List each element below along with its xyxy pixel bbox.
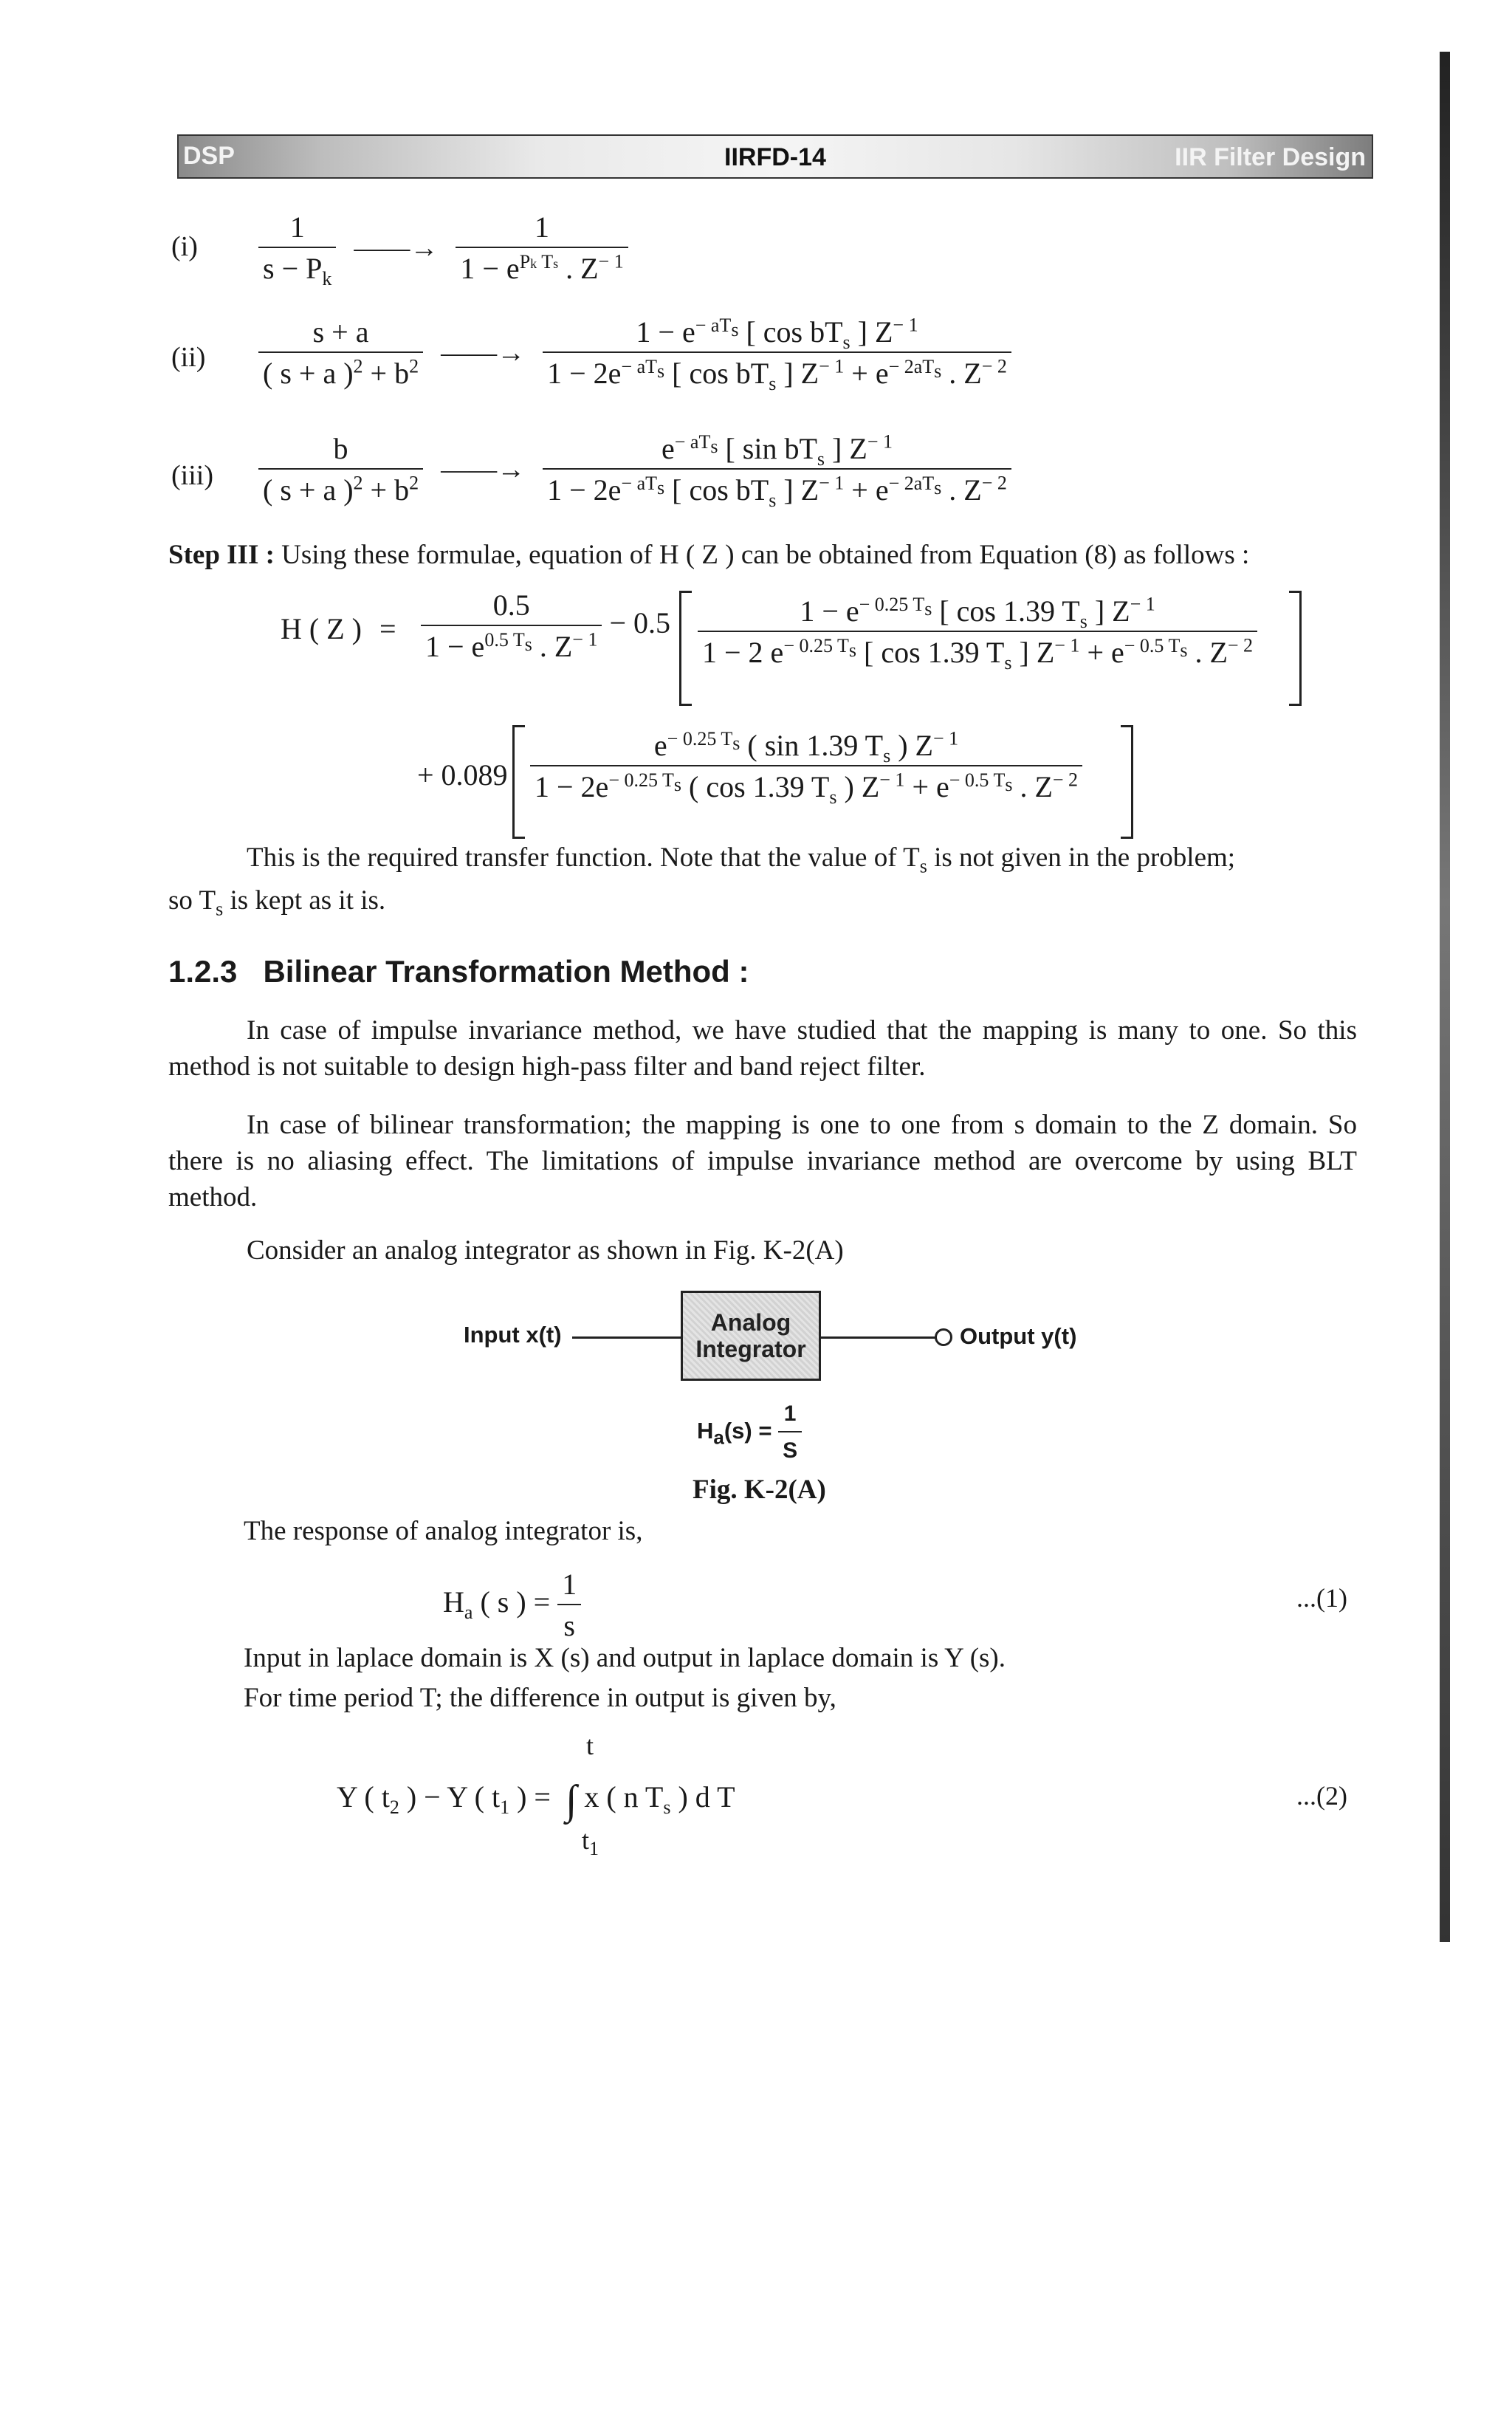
page-header — [177, 134, 1373, 179]
formula-iii-label: (iii) — [171, 460, 213, 491]
header-right: IIR Filter Design — [1175, 143, 1366, 171]
bracket-left-1 — [679, 591, 692, 706]
integral-lower-limit: $t_1$ — [582, 1825, 599, 1860]
page-edge-shadow — [1440, 52, 1450, 1942]
paragraph-transfer-function: This is the required transfer function. Note that the value of $T_s$ is not given in the problem; — [247, 843, 1236, 877]
figure-integrator-box: Analog Integrator — [681, 1291, 821, 1381]
formula-ii: $\frac{s + a}{( s + a )^2 + b^2}$ ——→ $\frac{1 - e^{- aT_s} [ \cos bT_s ] Z^{- 1}}{1 - 2e^{- aT_s} [ \cos bT_s ] Z^{- 1} + e^{- 2aT_s} . Z^{- 2}}$ — [258, 318, 1011, 388]
figure-caption: Fig. K-2(A) — [693, 1475, 826, 1505]
equation-1: $H_a$ ( s ) = $\frac{1}{s}$ — [443, 1570, 581, 1641]
hz-term-2: $\frac{1 - e^{- 0.25 T_s} [ \cos 1.39 T_s ] Z^{- 1}}{1 - 2 e^{- 0.25 T_s} [ \cos 1.39 T_s ] Z^{- 1} + e^{- 0.5 T_s} . Z^{- 2}}$ — [698, 597, 1257, 668]
formula-iii: $\frac{b}{( s + a )^2 + b^2}$ ——→ $\frac{e^{- aT_s} [ \sin bT_s ] Z^{- 1}}{1 - 2e^{- aT_s} [ \cos bT_s ] Z^{- 1} + e^{- 2aT_s} . Z^{- 2}}$ — [258, 434, 1011, 505]
figure-transfer-function: $H_a(s)$ = $\frac{1}{S}$ — [697, 1401, 802, 1463]
figure-input-line — [572, 1336, 681, 1339]
hz-term-1: $\frac{0.5}{1 - e^{0.5 T_s} . Z^{- 1}}$ − 0.5 — [421, 591, 670, 662]
header-left: DSP — [183, 142, 235, 170]
paragraph-impulse-invariance: In case of impulse invariance method, we have studied that the mapping is many to one. So this method is not suitable to design high-pass filter and band reject filter. — [168, 1015, 1357, 1082]
paragraph-transfer-function-line2: so $T_s$ is kept as it is. — [168, 885, 386, 920]
figure-input-label: Input x(t) — [464, 1322, 562, 1348]
formula-i-label: (i) — [171, 231, 198, 262]
step-iii-text: Step III : Using these formulae, equation of H ( Z ) can be obtained from Equation (8) as follows : — [168, 540, 1250, 570]
hz-plus-0089: + 0.089 — [417, 758, 508, 792]
hz-equals: = — [379, 612, 396, 645]
header-page-number: IIRFD-14 — [724, 143, 826, 171]
hz-label: H ( Z ) — [281, 612, 362, 645]
formula-ii-label: (ii) — [171, 342, 206, 373]
equation-2-ref: ...(2) — [1296, 1781, 1347, 1811]
bracket-left-2 — [512, 725, 525, 839]
bracket-right-1 — [1289, 591, 1302, 706]
paragraph-time-period: For time period T; the difference in output is given by, — [244, 1683, 836, 1713]
output-terminal-icon — [935, 1328, 952, 1346]
hz-term-3: $\frac{e^{- 0.25 T_s} ( \sin 1.39 T_s ) Z^{- 1}}{1 - 2e^{- 0.25 T_s} ( \cos 1.39 T_s ) Z^{- 1} + e^{- 0.5 T_s} . Z^{- 2}}$ — [530, 731, 1082, 802]
formula-i: $\frac{1}{s - P_k}$ ——→ $\frac{1}{1 - e^{Pk Ts} . Z^{- 1}}$ — [258, 213, 628, 284]
paragraph-bilinear: In case of bilinear transformation; the mapping is one to one from s domain to the Z domain. So there is no aliasing effect. The limitations of impulse invariance method are overcome by using BLT method. — [168, 1110, 1357, 1212]
figure-output-label: Output y(t) — [960, 1323, 1077, 1349]
paragraph-response: The response of analog integrator is, — [244, 1516, 643, 1546]
figure-output-line — [821, 1336, 939, 1339]
equation-2: Y ( $t_2$ ) − Y ( $t_1$ ) = ∫ x ( n $T_s$ ) d T — [337, 1777, 735, 1823]
integral-upper-limit: t — [586, 1731, 594, 1760]
equation-1-ref: ...(1) — [1296, 1583, 1347, 1613]
paragraph-laplace: Input in laplace domain is X (s) and output in laplace domain is Y (s). — [244, 1643, 1006, 1673]
section-heading: 1.2.3 Bilinear Transformation Method : — [168, 954, 749, 989]
paragraph-consider: Consider an analog integrator as shown in Fig. K-2(A) — [247, 1235, 844, 1266]
bracket-right-2 — [1121, 725, 1133, 839]
